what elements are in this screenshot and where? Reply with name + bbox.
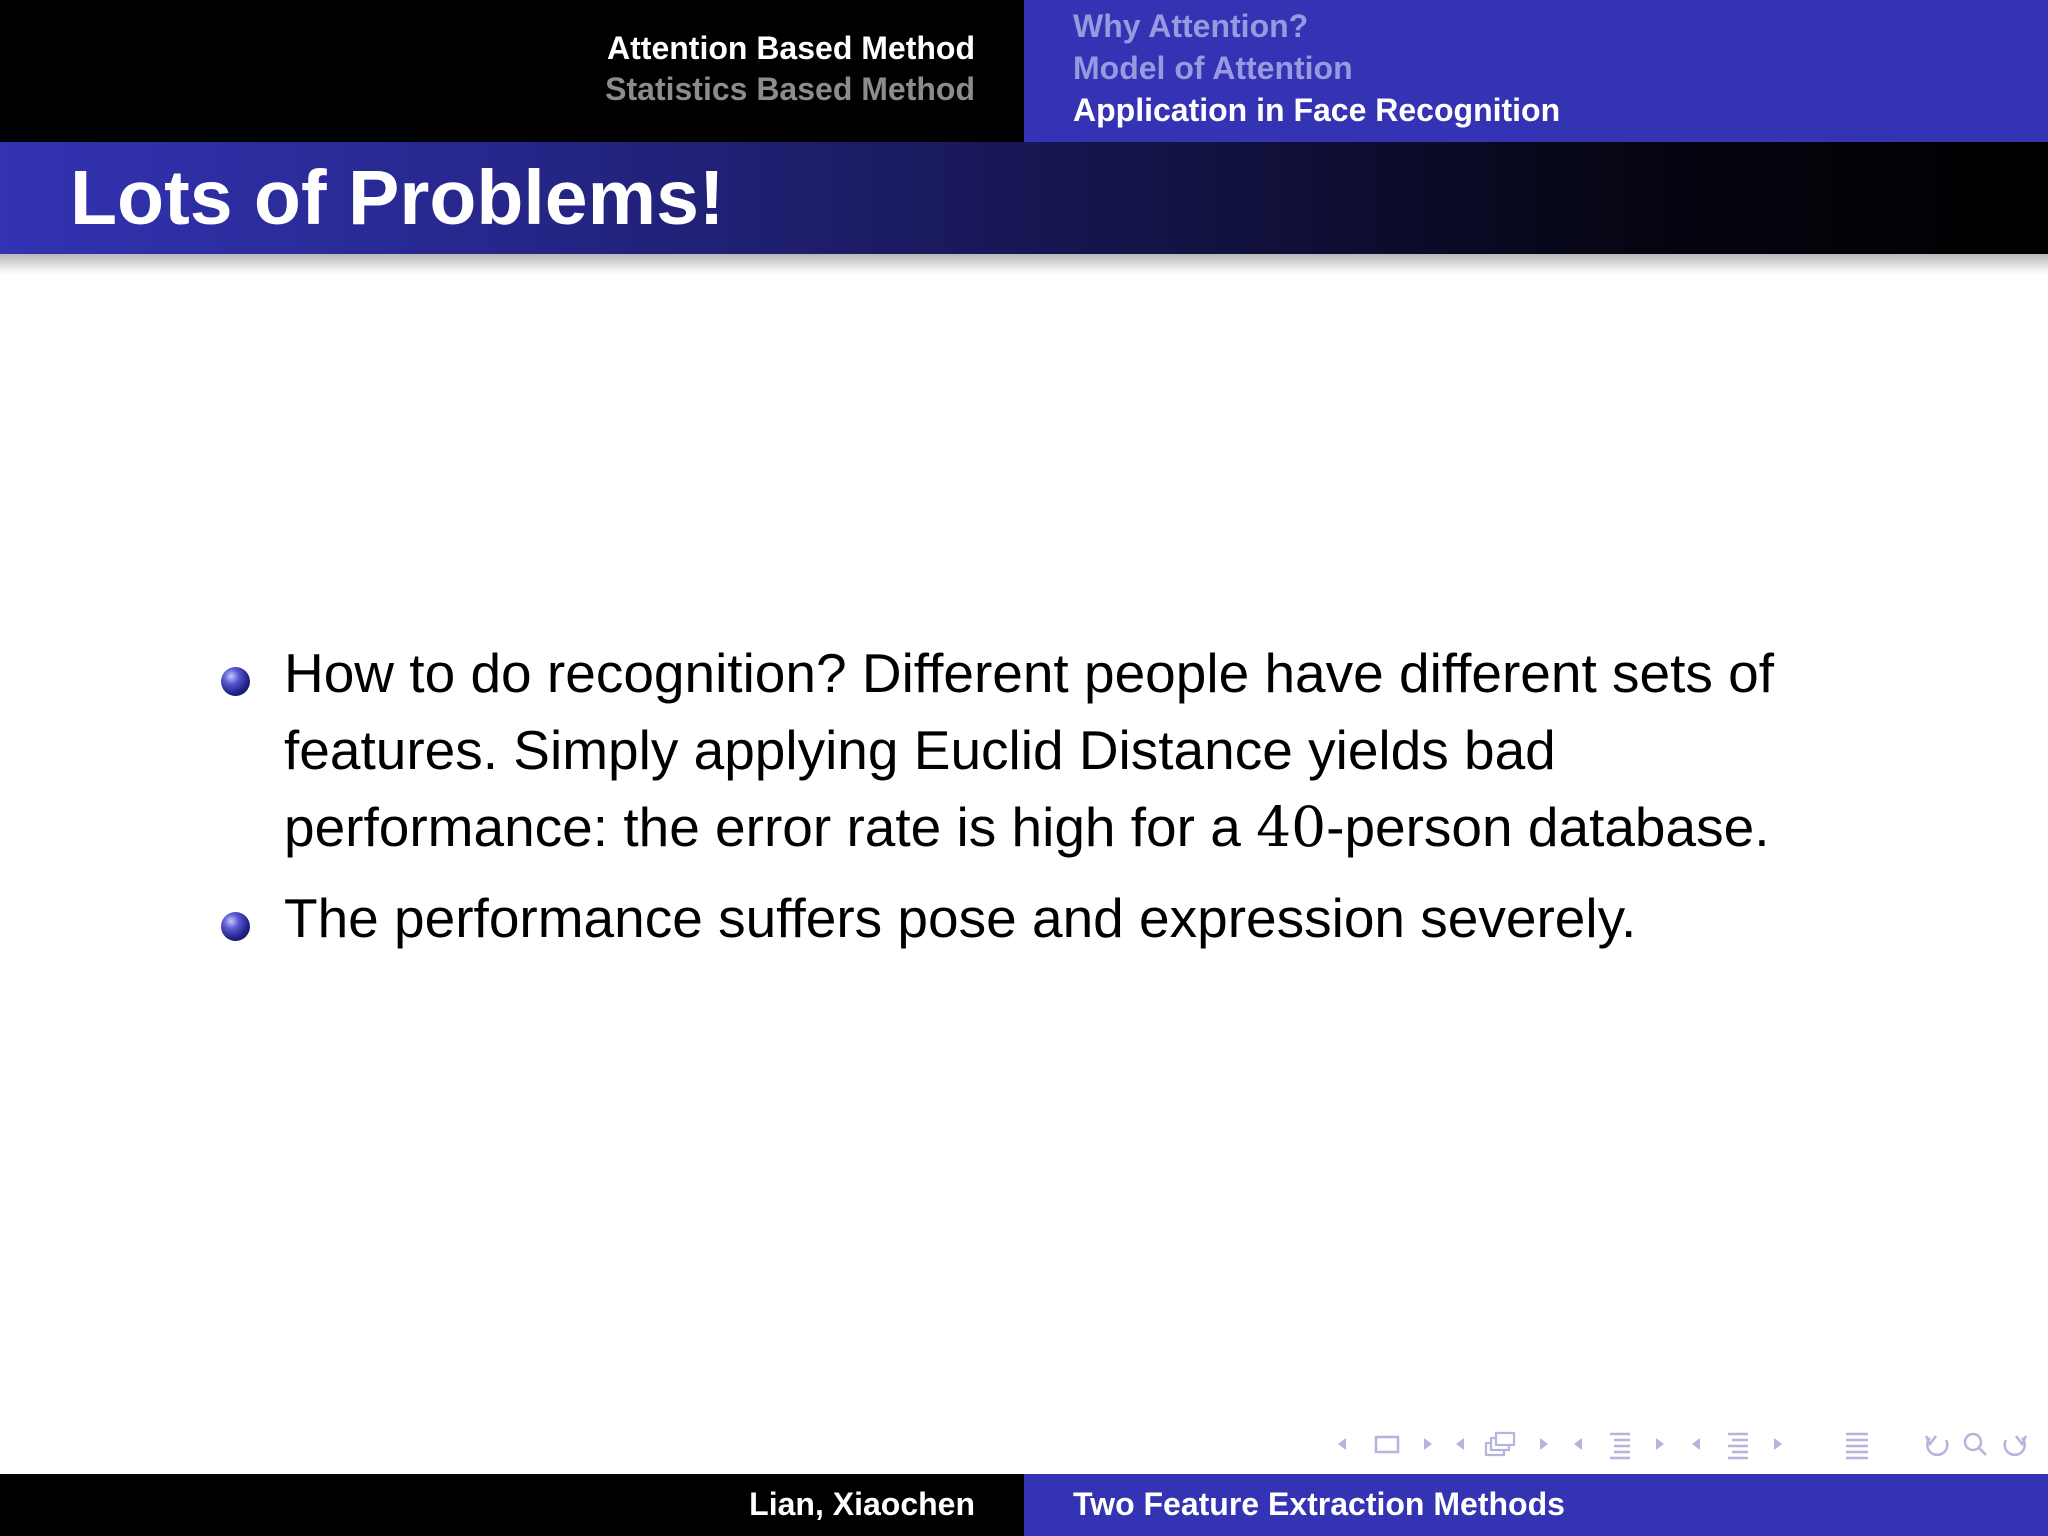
- bullet-text: The performance suffers pose and expression severely.: [284, 887, 1637, 949]
- bullet-item: [218, 635, 1858, 866]
- nav-frame-group: [1454, 1424, 1570, 1464]
- slide-nav-icon[interactable]: [1336, 1424, 1452, 1464]
- bullet-text: [284, 635, 1858, 866]
- footer-author-panel: [0, 1474, 1024, 1536]
- subsection-link-model-of-attention[interactable]: Model of Attention: [1073, 50, 1353, 86]
- header-subsections-panel: [1024, 0, 2048, 142]
- section-nav-icon[interactable]: [1690, 1424, 1806, 1464]
- subsection-nav-icon[interactable]: [1572, 1424, 1688, 1464]
- section-link-attention-based-method[interactable]: Attention Based Method: [607, 30, 975, 66]
- frame-title-bar: [0, 142, 2048, 254]
- nav-subsection-group: [1572, 1424, 1688, 1464]
- math-number: 40: [1256, 795, 1327, 859]
- nav-search-group: [1920, 1424, 2032, 1464]
- title-bar-shadow: [0, 254, 2048, 274]
- bullet-ball-icon: [221, 912, 250, 941]
- footer-talk-title: Two Feature Extraction Methods: [1073, 1486, 1565, 1522]
- bullet-list: [218, 635, 1858, 971]
- nav-slide-group: [1336, 1424, 1452, 1464]
- undo-search-redo-icons[interactable]: [1920, 1424, 2032, 1464]
- document-nav-icon[interactable]: [1842, 1424, 1872, 1464]
- footer-author: Lian, Xiaochen: [749, 1486, 975, 1522]
- header-sections-panel: [0, 0, 1024, 142]
- subsection-link-why-attention[interactable]: Why Attention?: [1073, 8, 1309, 44]
- frame-nav-icon[interactable]: [1454, 1424, 1570, 1464]
- frame-title: Lots of Problems!: [70, 155, 725, 241]
- bullet-text-part: How to do recognition? Different people have different sets of features. Simply applying Euclid Distance yields bad performance: the error rate is high for a: [284, 642, 1775, 858]
- subsection-link-application-in-face-recognition[interactable]: Application in Face Recognition: [1073, 92, 1561, 128]
- nav-section-group: [1690, 1424, 1806, 1464]
- nav-document-group: [1842, 1424, 1872, 1464]
- footer-title-panel: [1024, 1474, 2048, 1536]
- section-link-statistics-based-method[interactable]: Statistics Based Method: [605, 71, 975, 107]
- bullet-item: [218, 880, 1858, 957]
- bullet-ball-icon: [221, 667, 250, 696]
- bullet-text-part: -person database.: [1326, 796, 1770, 858]
